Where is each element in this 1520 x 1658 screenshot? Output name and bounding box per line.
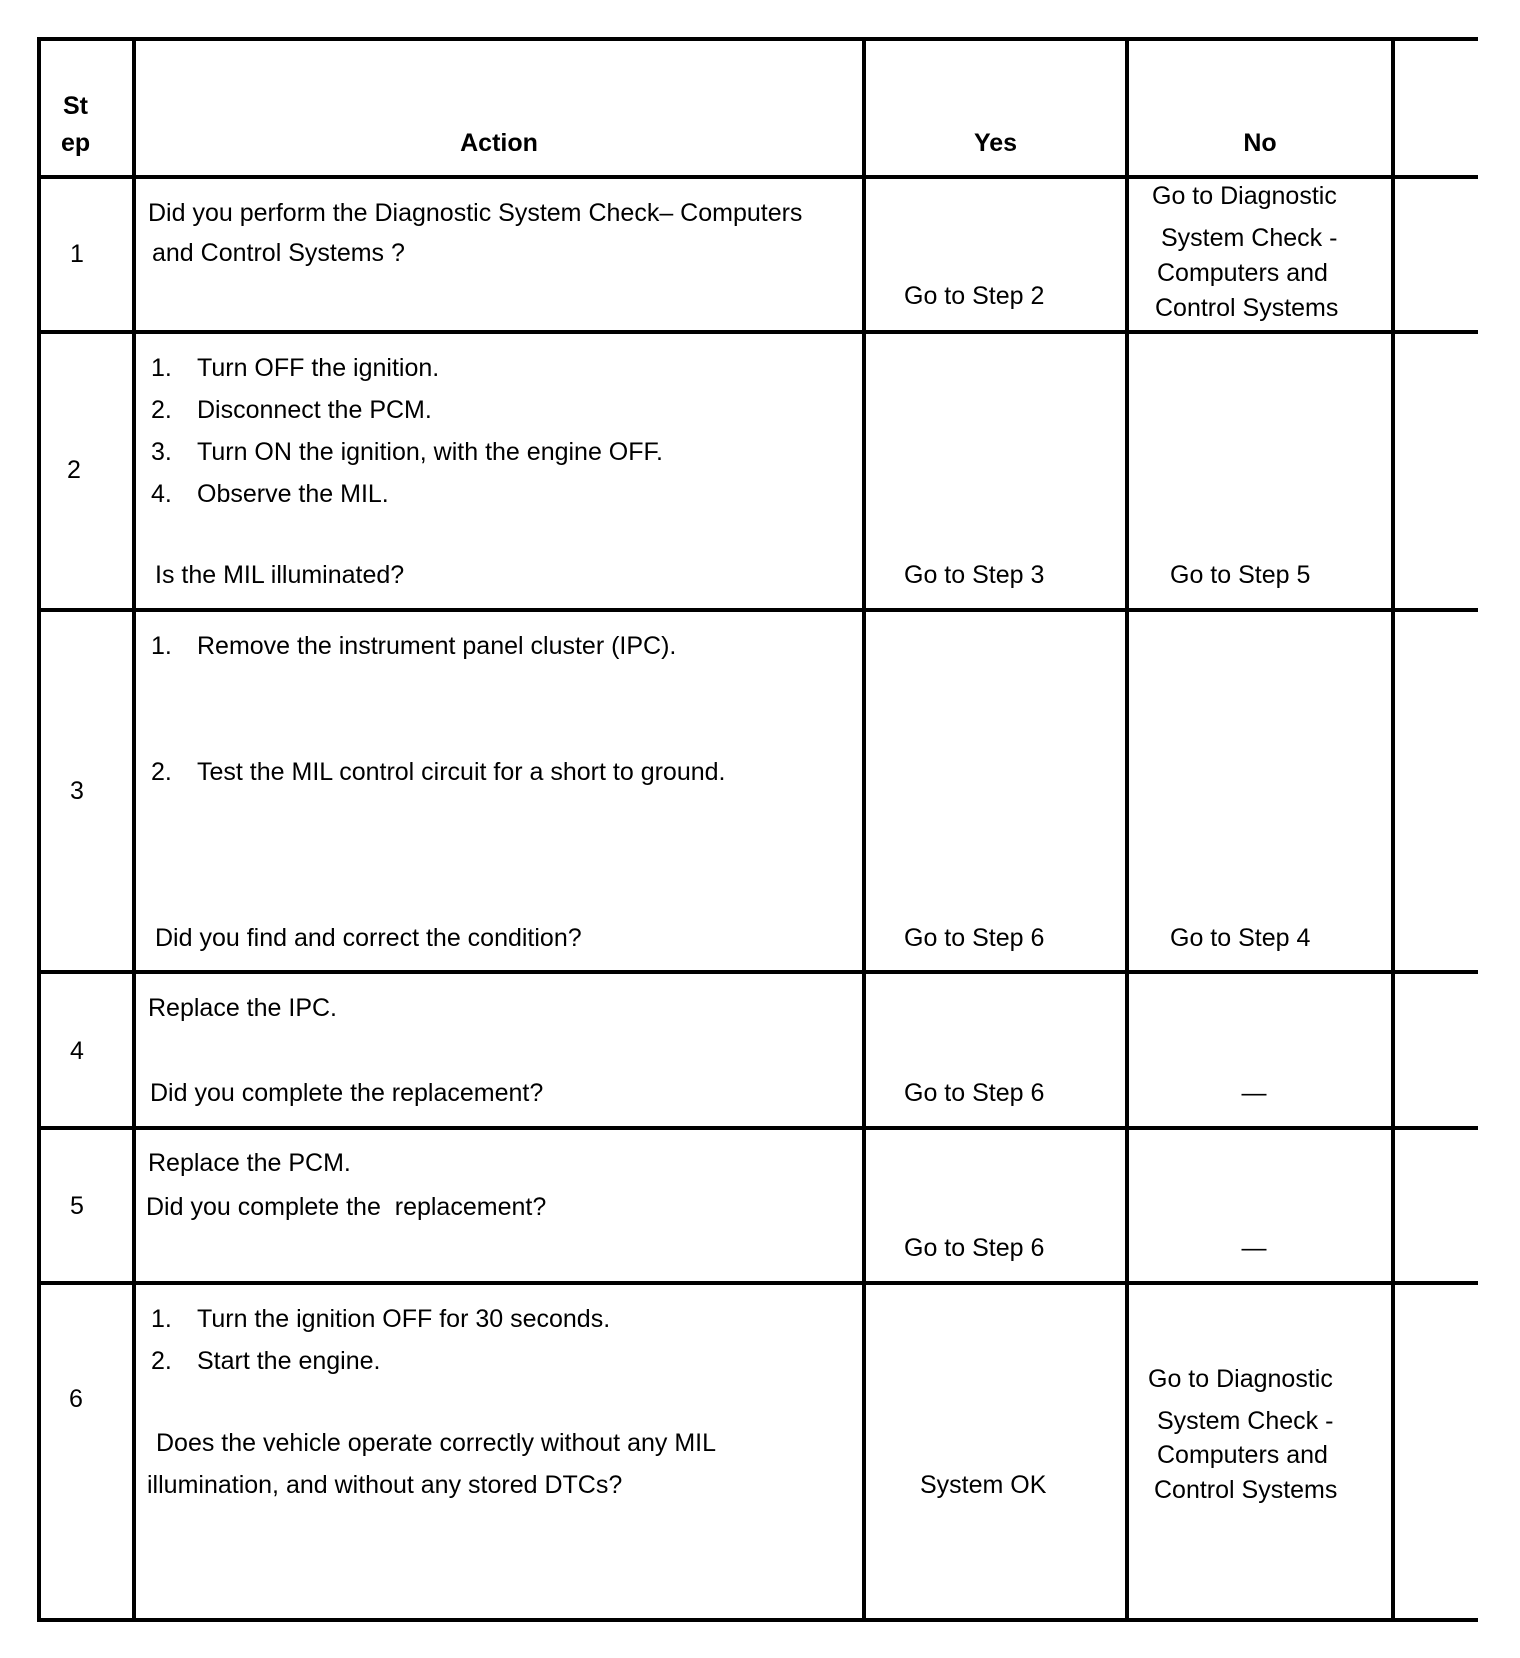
action-question: Is the MIL illuminated? [155, 561, 405, 589]
action-text: Replace the PCM. [148, 1149, 351, 1177]
header-divider [37, 175, 1478, 179]
no-result: System Check - [1161, 224, 1338, 252]
item-number: 1. [151, 354, 172, 382]
yes-result: Go to Step 3 [904, 561, 1045, 589]
no-result: Computers and [1157, 259, 1328, 287]
action-text: Did you perform the Diagnostic System Check– Computers [148, 199, 803, 227]
table-border-top [37, 37, 1478, 41]
item-text: Observe the MIL. [197, 480, 389, 508]
action-step-item [151, 353, 439, 383]
item-number: 2. [151, 758, 172, 786]
column-divider [1125, 37, 1129, 1622]
item-text: Start the engine. [197, 1347, 381, 1375]
header-action: Action [460, 129, 538, 157]
action-step-item [151, 1304, 610, 1334]
action-text: Replace the IPC. [148, 994, 337, 1022]
column-divider [132, 37, 136, 1622]
no-result: Go to Diagnostic [1152, 182, 1337, 210]
action-step-item [151, 395, 432, 425]
action-question: illumination, and without any stored DTCs? [147, 1471, 623, 1499]
item-text: Turn OFF the ignition. [197, 354, 440, 382]
item-text: Turn the ignition OFF for 30 seconds. [197, 1305, 611, 1333]
row-divider [37, 1281, 1478, 1285]
yes-result: Go to Step 2 [904, 282, 1045, 310]
no-result: Go to Step 5 [1170, 561, 1311, 589]
step-number: 6 [69, 1385, 83, 1413]
action-step-item [151, 437, 663, 467]
step-number: 2 [67, 456, 81, 484]
header-no: No [1243, 129, 1277, 157]
no-result: — [1241, 1079, 1267, 1107]
action-question: Did you find and correct the condition? [155, 924, 582, 952]
item-number: 2. [151, 1347, 172, 1375]
item-text: Turn ON the ignition, with the engine OFF. [197, 438, 663, 466]
no-result: Go to Step 4 [1170, 924, 1311, 952]
item-number: 1. [151, 1305, 172, 1333]
header-step-line1: St [63, 92, 88, 120]
no-result: Computers and [1157, 1441, 1328, 1469]
yes-result: Go to Step 6 [904, 1234, 1045, 1262]
item-number: 3. [151, 438, 172, 466]
action-step-item [151, 631, 676, 661]
item-number: 4. [151, 480, 172, 508]
item-number: 2. [151, 396, 172, 424]
column-divider [862, 37, 866, 1622]
header-yes: Yes [973, 129, 1018, 157]
action-question: Did you complete the replacement? [150, 1079, 544, 1107]
diagnostic-table [37, 37, 1478, 1622]
action-question: Did you complete the replacement? [146, 1193, 547, 1221]
no-result: Control Systems [1155, 294, 1339, 322]
row-divider [37, 330, 1478, 334]
no-result: Control Systems [1154, 1476, 1338, 1504]
no-result: Go to Diagnostic [1148, 1365, 1333, 1393]
action-text: and Control Systems ? [152, 239, 405, 267]
no-result: — [1241, 1234, 1267, 1262]
table-border-bottom [37, 1618, 1478, 1622]
item-text: Test the MIL control circuit for a short to ground. [197, 758, 726, 786]
action-question: Does the vehicle operate correctly without any MIL [156, 1429, 716, 1457]
action-step-item [151, 1346, 380, 1376]
step-number: 5 [70, 1192, 84, 1220]
item-text: Disconnect the PCM. [197, 396, 432, 424]
yes-result: System OK [920, 1471, 1047, 1499]
step-number: 4 [70, 1037, 84, 1065]
item-number: 1. [151, 632, 172, 660]
step-number: 1 [70, 240, 84, 268]
row-divider [37, 608, 1478, 612]
item-text: Remove the instrument panel cluster (IPC). [197, 632, 677, 660]
row-divider [37, 970, 1478, 974]
table-border-left [37, 37, 41, 1622]
no-result: System Check - [1157, 1407, 1334, 1435]
row-divider [37, 1126, 1478, 1130]
action-step-item [151, 757, 725, 787]
step-number: 3 [70, 777, 84, 805]
yes-result: Go to Step 6 [904, 924, 1045, 952]
table-border-right [1391, 37, 1395, 1622]
action-step-item [151, 479, 389, 509]
header-step-line2: ep [61, 129, 91, 157]
yes-result: Go to Step 6 [904, 1079, 1045, 1107]
